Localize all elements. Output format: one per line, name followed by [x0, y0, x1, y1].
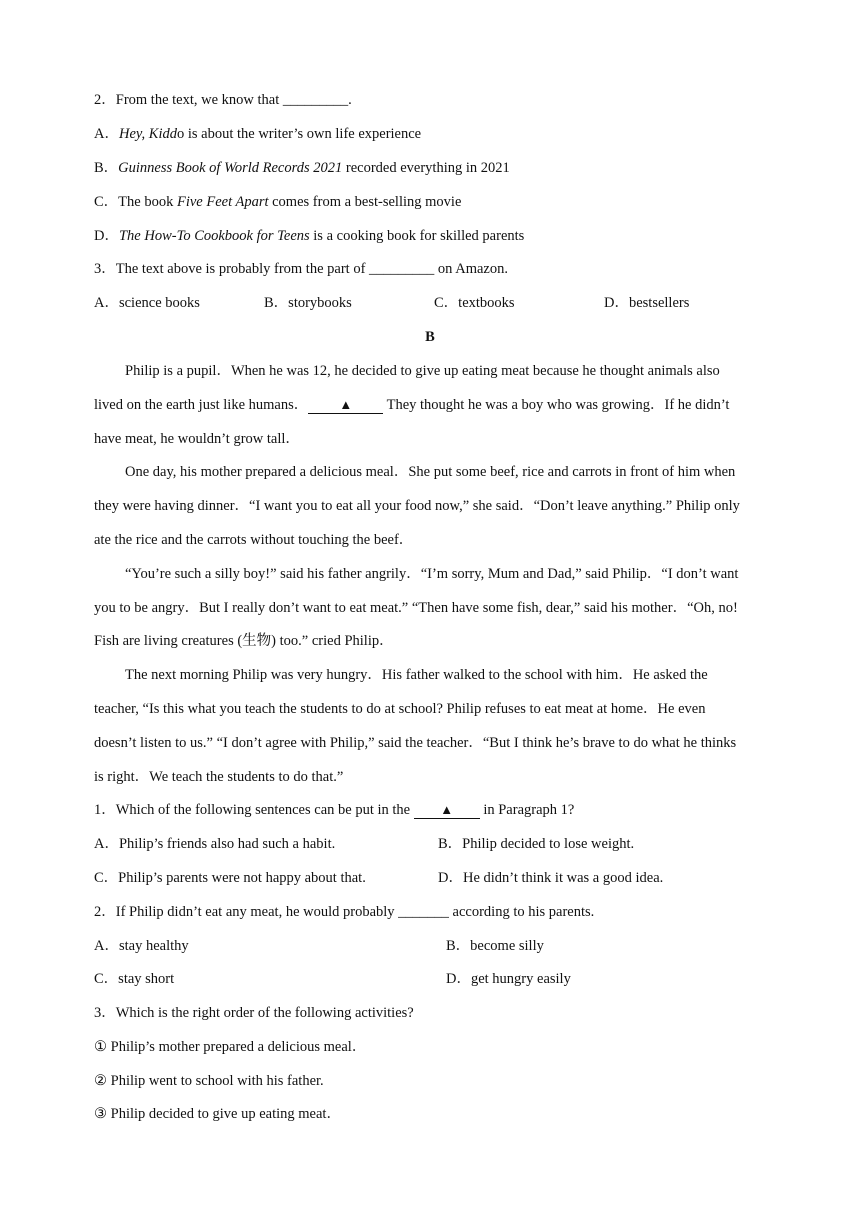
- option-text: is a cooking book for skilled parents: [309, 228, 525, 244]
- passage-p2-line1: One day, his mother prepared a delicious meal．She put some beef, rice and carrots in front of him when: [125, 464, 736, 480]
- book-title: Five Feet Apart: [176, 194, 269, 210]
- question-2-prev-option-d: [94, 226, 770, 246]
- option-d: D．He didn’t think it was a good idea.: [438, 870, 664, 886]
- option-text: recorded everything in 2021: [342, 160, 510, 176]
- question-2-prev-option-c: [94, 192, 770, 212]
- option-text: o is about the writer’s own life experience: [176, 126, 422, 142]
- triangle-blank: ▲: [414, 802, 480, 819]
- passage-p2-line3: ate the rice and the carrots without touching the beef．: [94, 532, 414, 548]
- passage-p4-line1: The next morning Philip was very hungry．His father walked to the school with him．He asked the: [125, 667, 708, 683]
- passage-p2-line2: they were having dinner．“I want you to eat all your food now,” she said．“Don’t leave anything.” Philip only: [94, 498, 740, 514]
- book-title: The How-To Cookbook for Teens: [118, 228, 310, 244]
- question-3-stem: 3．Which is the right order of the following activities?: [94, 1005, 414, 1021]
- option-text: comes from a best-selling movie: [268, 194, 462, 210]
- passage-p1-line1: Philip is a pupil．When he was 12, he decided to give up eating meat because he thought animals also: [125, 363, 720, 379]
- section-title: B: [425, 329, 435, 345]
- passage-p3-line1: “You’re such a silly boy!” said his father angrily．“I’m sorry, Mum and Dad,” said Philip．“I don’t want: [125, 566, 739, 582]
- question-2-options-row1: [94, 936, 774, 956]
- option-a: A．science books: [94, 295, 200, 311]
- passage-p4-line3: doesn’t listen to us.” “I don’t agree with Philip,” said the teacher．“But I think he’s brave to do what he thinks: [94, 735, 737, 751]
- passage-text: lived on the earth just like humans．: [94, 397, 309, 413]
- passage-p3-line2: you to be angry．But I really don’t want to eat meat.” “Then have some fish, dear,” said his mother．“Oh, no!: [94, 600, 738, 616]
- question-3-item-2: ② Philip went to school with his father.: [94, 1073, 324, 1089]
- option-prefix: B．: [94, 160, 119, 176]
- question-1-stem: [94, 800, 770, 820]
- question-2-options-row2: [94, 969, 774, 989]
- option-a: A．Philip’s friends also had such a habit.: [94, 836, 336, 852]
- option-c: C．stay short: [94, 971, 175, 987]
- option-d: D．get hungry easily: [446, 971, 571, 987]
- question-2-prev-option-b: [94, 158, 770, 178]
- question-1-options-row2: [94, 868, 774, 888]
- question-text: in Paragraph 1?: [479, 802, 575, 818]
- option-b: B．Philip decided to lose weight.: [438, 836, 635, 852]
- passage-p3-line3: Fish are living creatures (生物) too.” cried Philip．: [94, 633, 394, 649]
- passage-p4-line4: is right．We teach the students to do that.”: [94, 769, 344, 785]
- option-a: A．stay healthy: [94, 938, 189, 954]
- passage-p1-line3: have meat, he wouldn’t grow tall．: [94, 431, 300, 447]
- triangle-blank: ▲: [308, 397, 383, 414]
- option-prefix: D．: [94, 228, 119, 244]
- question-1-options-row1: [94, 834, 774, 854]
- question-3-prev-stem: 3．The text above is probably from the part of _________ on Amazon.: [94, 261, 508, 277]
- passage-text: They thought he was a boy who was growing．If he didn’t: [383, 397, 730, 413]
- option-b: B．become silly: [446, 938, 544, 954]
- question-text: 1．Which of the following sentences can be put in the: [94, 802, 414, 818]
- option-c: C．textbooks: [434, 295, 515, 311]
- passage-p4-line2: teacher, “Is this what you teach the students to do at school? Philip refuses to eat meat at home．He even: [94, 701, 706, 717]
- question-3-item-3: ③ Philip decided to give up eating meat．: [94, 1106, 341, 1122]
- book-title: Hey, Kidd: [118, 126, 177, 142]
- question-2-prev-stem: 2．From the text, we know that _________.: [94, 92, 352, 108]
- question-3-item-1: ① Philip’s mother prepared a delicious meal．: [94, 1039, 367, 1055]
- option-prefix: A．: [94, 126, 119, 142]
- book-title: Guinness Book of World Records 2021: [118, 160, 343, 176]
- option-prefix: C．The book: [94, 194, 177, 210]
- question-3-prev-options: [94, 293, 774, 313]
- passage-p1-line2: [94, 395, 770, 415]
- option-b: B．storybooks: [264, 295, 352, 311]
- option-c: C．Philip’s parents were not happy about that.: [94, 870, 366, 886]
- question-2-stem: 2．If Philip didn’t eat any meat, he would probably _______ according to his parents.: [94, 904, 595, 920]
- question-2-prev-option-a: [94, 124, 770, 144]
- option-d: D．bestsellers: [604, 295, 690, 311]
